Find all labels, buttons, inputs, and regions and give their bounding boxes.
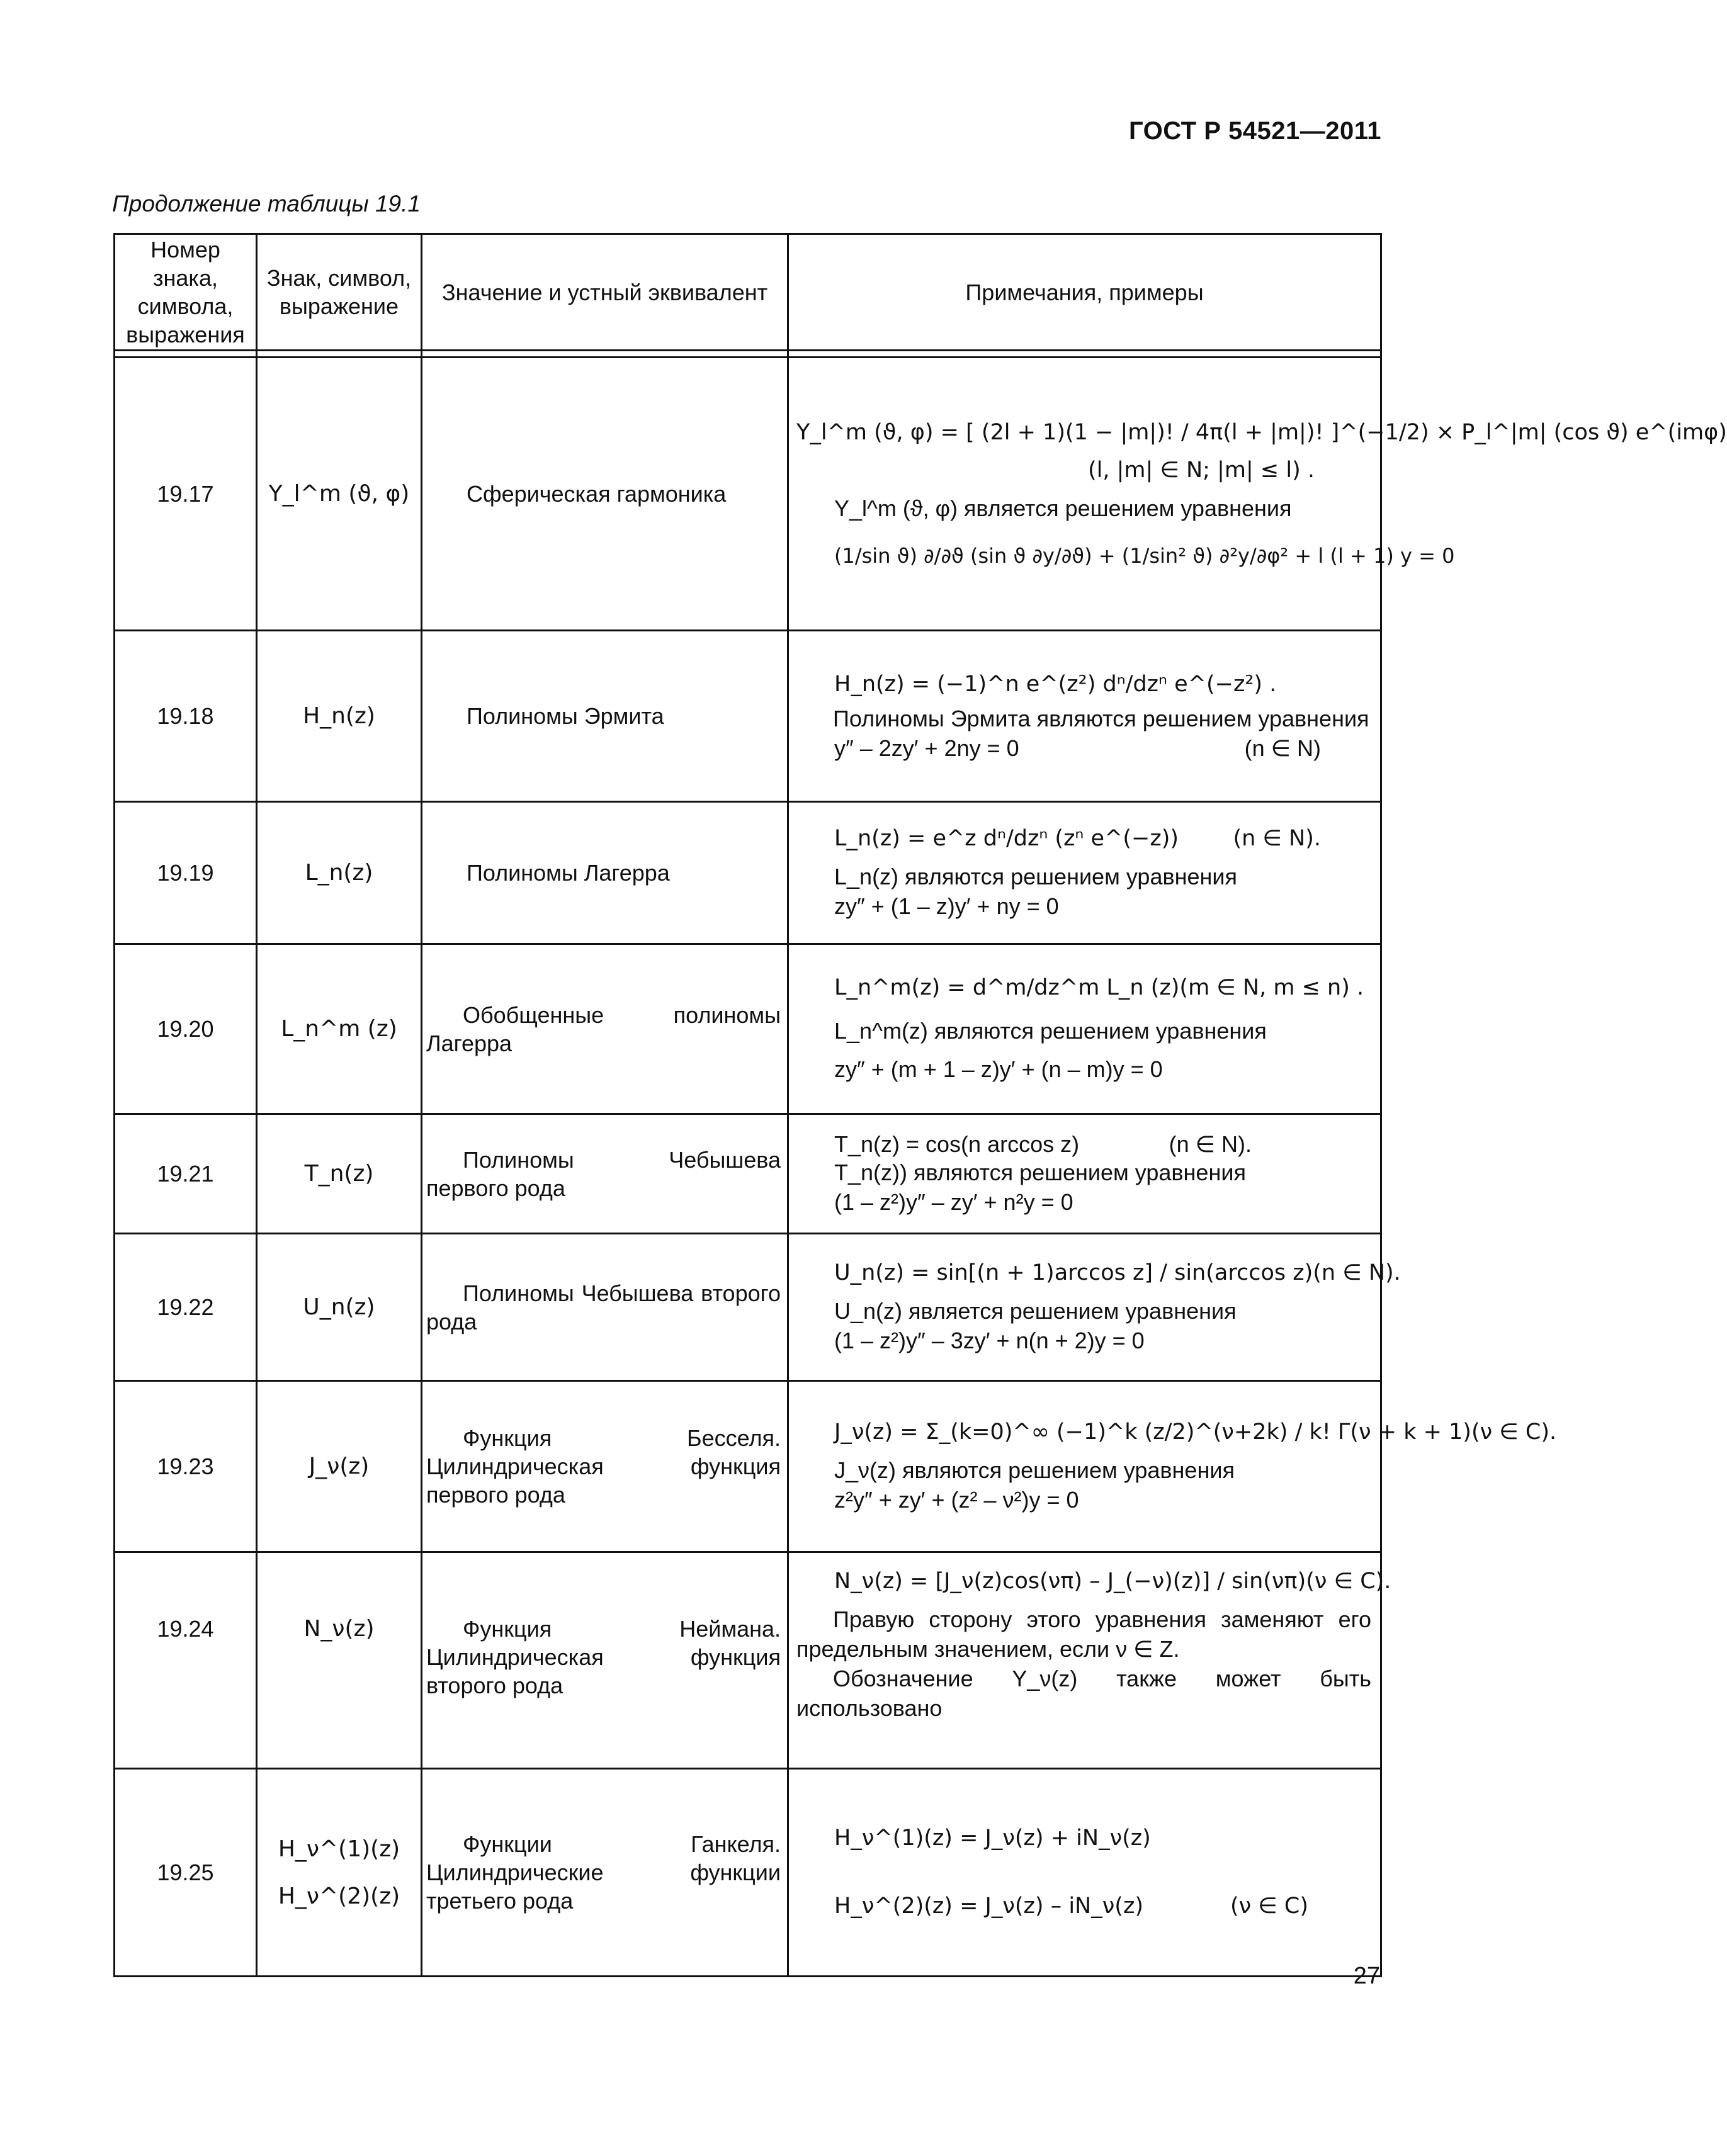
row-number: 19.19 <box>115 802 257 944</box>
note-equation: (1 – z²)y″ – zy′ + n²y = 0 <box>834 1189 1073 1215</box>
row-meaning: Функция Неймана. Цилиндрическая функция второго рода <box>422 1552 788 1769</box>
row-number: 19.20 <box>115 944 257 1114</box>
row-symbol: T_n(z) <box>257 1114 422 1234</box>
row-notes <box>788 944 1381 1114</box>
note-equation: (1 – z²)y″ – 3zy′ + n(n + 2)y = 0 <box>834 1328 1145 1354</box>
table-row <box>115 944 1381 1114</box>
row-number: 19.25 <box>115 1769 257 1977</box>
row-symbol: U_n(z) <box>257 1234 422 1381</box>
table-row <box>115 1381 1381 1552</box>
row-symbol: H_n(z) <box>257 631 422 802</box>
note-formula: H_n(z) = (−1)^n e^(z²) dⁿ/dzⁿ e^(−z²) . <box>834 671 1277 697</box>
note-equation: z²y″ + zy′ + (z² – ν²)y = 0 <box>834 1487 1079 1513</box>
note-condition: (ν ∈ C). <box>1471 1419 1557 1445</box>
row-notes <box>788 631 1381 802</box>
row-symbol: N_ν(z) <box>257 1552 422 1769</box>
row-symbol: L_n^m (z) <box>257 944 422 1114</box>
note-formula: T_n(z) = cos(n arccos z) <box>834 1131 1080 1158</box>
row-symbol <box>257 1769 422 1977</box>
note-condition: (n ∈ N). <box>1313 1260 1401 1286</box>
note-text: L_n(z) являются решением уравнения <box>834 864 1237 890</box>
table-row <box>115 1234 1381 1381</box>
row-number: 19.18 <box>115 631 257 802</box>
column-header-notes: Примечания, примеры <box>788 234 1381 351</box>
note-equation: (1/sin ϑ) ∂/∂ϑ (sin ϑ ∂y/∂ϑ) + (1/sin² ϑ) ∂²y/∂φ² + l (l + 1) y = 0 <box>834 543 1455 568</box>
row-notes <box>788 802 1381 944</box>
page-number: 27 <box>1353 1963 1380 1989</box>
note-text: Полиномы Эрмита являются решением уравнения <box>833 706 1369 732</box>
note-condition: (ν ∈ C) <box>1230 1893 1308 1919</box>
note-formula: J_ν(z) = Σ_(k=0)^∞ (−1)^k (z/2)^(ν+2k) / k! Γ(ν + k + 1) <box>834 1419 1471 1445</box>
symbol-first: H_ν^(1)(z) <box>278 1836 400 1862</box>
note-condition: (n ∈ N) <box>1244 735 1321 762</box>
row-number: 19.24 <box>115 1552 257 1769</box>
note-text: Правую сторону этого уравнения заменяют его предельным значением, если ν ∈ Z. <box>796 1606 1371 1662</box>
note-text: L_n^m(z) являются решением уравнения <box>834 1018 1267 1044</box>
note-condition: (n ∈ N). <box>1169 1131 1252 1158</box>
row-meaning: Сферическая гармоника <box>422 358 788 631</box>
table-row <box>115 802 1381 944</box>
symbol-second: H_ν^(2)(z) <box>278 1883 400 1909</box>
row-number: 19.22 <box>115 1234 257 1381</box>
table-row <box>115 1769 1381 1977</box>
table-row <box>115 1552 1381 1769</box>
row-number: 19.17 <box>115 358 257 631</box>
table-row <box>115 631 1381 802</box>
note-text: T_n(z)) являются решением уравнения <box>834 1160 1246 1186</box>
row-meaning: Полиномы Чебышева второго рода <box>422 1234 788 1381</box>
row-meaning: Обобщенные полиномы Лагерра <box>422 944 788 1114</box>
row-notes <box>788 1234 1401 1381</box>
note-formula: L_n(z) = e^z dⁿ/dzⁿ (zⁿ e^(−z)) <box>834 826 1179 852</box>
note-equation: y″ – 2zy′ + 2ny = 0 <box>834 735 1019 762</box>
note-text: Обозначение Y_ν(z) также может быть использовано <box>796 1665 1371 1721</box>
note-condition: (ν ∈ C). <box>1306 1569 1391 1594</box>
note-formula: L_n^m(z) = d^m/dz^m L_n (z) <box>834 975 1180 1001</box>
table-row <box>115 1114 1381 1234</box>
row-notes <box>788 1114 1381 1234</box>
note-condition: (m ∈ N, m ≤ n) . <box>1179 975 1364 1001</box>
row-symbol: J_ν(z) <box>257 1381 422 1552</box>
note-text: J_ν(z) являются решением уравнения <box>834 1457 1235 1484</box>
row-notes <box>788 358 1727 631</box>
row-meaning: Полиномы Чебышева первого рода <box>422 1114 788 1234</box>
row-symbol: Y_l^m (ϑ, φ) <box>257 358 422 631</box>
note-formula: H_ν^(2)(z) = J_ν(z) – iN_ν(z) <box>834 1893 1143 1919</box>
row-meaning: Функции Ганкеля. Цилиндрические функции третьего рода <box>422 1769 788 1977</box>
row-number: 19.21 <box>115 1114 257 1234</box>
note-text: Y_l^m (ϑ, φ) является решением уравнения <box>834 495 1292 521</box>
note-formula: U_n(z) = sin[(n + 1)arccos z] / sin(arccos z) <box>834 1260 1313 1286</box>
row-symbol: L_n(z) <box>257 802 422 944</box>
note-equation: zy″ + (1 – z)y′ + ny = 0 <box>834 893 1059 920</box>
note-formula: N_ν(z) = [J_ν(z)cos(νπ) – J_(−ν)(z)] / sin(νπ) <box>834 1569 1306 1594</box>
row-meaning: Функция Бесселя. Цилиндрическая функция первого рода <box>422 1381 788 1552</box>
table-header-row <box>115 234 1381 351</box>
note-condition: (l, |m| ∈ N; |m| ≤ l) . <box>1087 457 1315 483</box>
table-caption: Продолжение таблицы 19.1 <box>112 191 421 217</box>
table-row <box>115 358 1381 631</box>
note-text: U_n(z) является решением уравнения <box>834 1298 1237 1324</box>
row-notes <box>788 1381 1557 1552</box>
note-equation: zy″ + (m + 1 – z)y′ + (n – m)y = 0 <box>834 1056 1163 1083</box>
row-number: 19.23 <box>115 1381 257 1552</box>
header-separator <box>115 351 1381 358</box>
note-formula: Y_l^m (ϑ, φ) = [ (2l + 1)(1 − |m|)! / 4π(l + |m|)! ]^(−1/2) × P_l^|m| (cos ϑ) e^(imφ) <box>796 420 1727 446</box>
column-header-meaning: Значение и устный эквивалент <box>422 234 788 351</box>
row-meaning: Полиномы Лагерра <box>422 802 788 944</box>
symbols-table <box>113 233 1727 1977</box>
row-notes <box>788 1769 1381 1977</box>
column-header-symbol: Знак, символ, выражение <box>257 234 422 351</box>
note-formula: H_ν^(1)(z) = J_ν(z) + iN_ν(z) <box>834 1826 1151 1851</box>
row-notes <box>788 1552 1391 1769</box>
row-meaning: Полиномы Эрмита <box>422 631 788 802</box>
column-header-number: Номер знака, символа, выражения <box>115 234 257 351</box>
standard-code: ГОСТ Р 54521—2011 <box>1129 117 1381 145</box>
note-condition: (n ∈ N). <box>1233 826 1321 852</box>
